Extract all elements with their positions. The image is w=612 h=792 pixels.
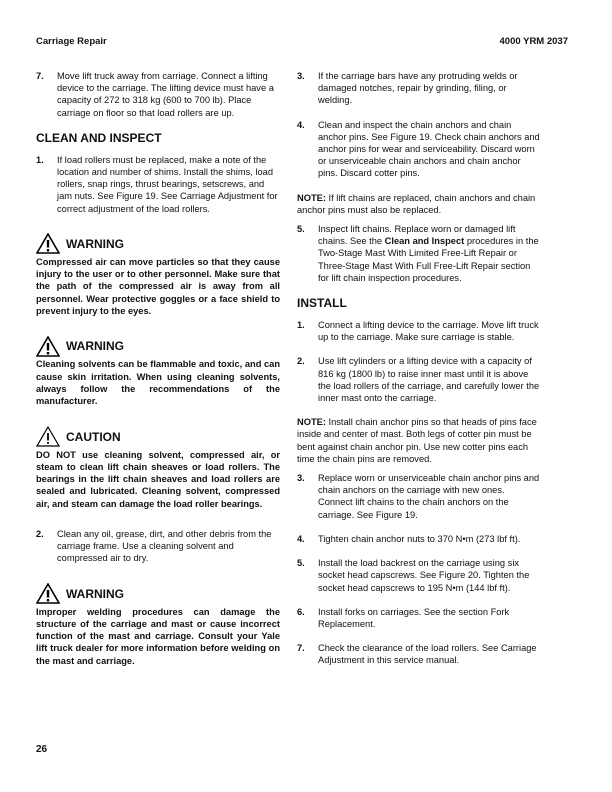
step-text: Move lift truck away from carriage. Connect a lifting device to the carriage. The lifting device must have a capacity of 272 to 318 kg (600 to 700 lb). Place carriage on floor so that load rollers are up. [57,71,274,118]
step-text: Install forks on carriages. See the section Fork Replacement. [318,606,510,629]
warning-title: WARNING [66,339,124,354]
caution-lift-chain-sheaves [36,426,280,510]
step-text: Connect a lifting device to the carriage. Move lift truck up to the carriage. Make sure carriage is stable. [318,320,539,343]
step-text-bold: Clean and Inspect [384,236,465,247]
header-section-title: Carriage Repair [36,36,107,47]
warning-title: WARNING [66,586,124,601]
step-text-post: procedures in the Two-Stage Mast With Limited Free-Lift Repair or Three-Stage Mast With Full Free-Lift Repair section for lift chain inspection procedures. [318,236,539,283]
step-text: If the carriage bars have any protruding welds or damaged notches, repair by grinding, filing, or welding. [318,71,518,106]
header-manual-number: 4000 YRM 2037 [499,36,568,47]
step-text: Clean and inspect the chain anchors and chain anchor pins. See Figure 19. Check chain anchors and anchor pins for wear and serviceability. Discard worn or unserviceable chain anchors and chain anchor pins. Discard cotter pins. [318,119,540,179]
step-text: Check the clearance of the load rollers. See Carriage Adjustment in this service manual. [318,643,537,666]
note-label: NOTE: [297,417,326,428]
clean-step-2 [36,528,280,565]
note-text: If lift chains are replaced, chain anchors and chain anchor pins must also be replaced. [297,192,536,215]
step-number: 4. [297,119,305,130]
step-number: 1. [36,154,44,165]
step-text: Clean any oil, grease, dirt, and other debris from the carriage frame. Use a cleaning solvent and compressed air to dry. [57,528,272,564]
step-number: 7. [36,71,44,81]
caution-triangle-icon [36,426,60,447]
warning-text: Improper welding procedures can damage the structure of the carriage and mast or cause incorrect function of the mast and carriage. Consult your Yale lift truck dealer for more information before welding on the mast and carriage. [36,606,280,666]
step-7 [36,70,280,119]
step-number: 5. [297,224,305,235]
warning-text: Cleaning solvents can be flammable and toxic, and can cause skin irritation. When using cleaning solvents, always follow the recommendations of the manufacturer. [36,359,280,407]
warning-welding [36,583,280,667]
section-heading-install: INSTALL [297,296,347,311]
step-number: 7. [297,643,305,654]
step-number: 1. [297,320,305,331]
install-step-7 [297,642,541,666]
warning-title: WARNING [66,236,124,251]
step-number: 2. [36,528,44,539]
caution-title: CAUTION [66,429,121,444]
step-text: If load rollers must be replaced, make a note of the location and number of shims. Install the shims, load rollers, snap rings, thrust bearings, setscrews, and jam nuts. See Figure 19. See Carriage Adjustment for correct adjustment of the load rollers. [57,154,278,214]
clean-step-3 [297,70,541,107]
note-text: Install chain anchor pins so that heads of pins face inside and center of mast. Both legs of cotter pin must be bent against chain anchor pin. Use new cotter pins each time the chain pins are removed. [297,417,537,464]
install-step-2 [297,355,541,404]
page-number: 26 [36,744,48,755]
warning-triangle-icon [36,233,60,254]
install-step-6 [297,606,541,630]
section-heading-clean-and-inspect: CLEAN AND INSPECT [36,130,162,145]
install-step-4 [297,533,541,545]
install-step-5 [297,557,541,594]
right-column [297,70,541,679]
caution-text: DO NOT use cleaning solvent, compressed air, or steam to clean lift chain sheaves or load rollers. The bearings in the lift chain sheaves and load rollers are sealed and lubricated. Cleaning solvent, compressed air, and steam can damage the load roller bearings. [36,449,280,509]
note-lift-chains [297,192,541,216]
clean-step-1 [36,154,280,215]
install-step-3 [297,472,541,521]
step-text: Tighten chain anchor nuts to 370 N•m (273 lbf ft). [318,533,521,544]
left-column [36,70,280,685]
install-step-1 [297,319,541,343]
note-label: NOTE: [297,192,326,203]
warning-text: Compressed air can move particles so that they cause injury to the user or to other personnel. Make sure that the path of the compressed air is away from all personnel. Wear protective goggles or a face shield to prevent injury to the eyes. [36,256,280,317]
step-text: Install the load backrest on the carriage using six socket head capscrews. See Figure 20. Tighten the socket head capscrews to 195 N•m (144 lbf ft). [318,558,530,593]
warning-triangle-icon [36,336,60,357]
step-number: 2. [297,356,305,367]
note-chain-anchor-pins [297,416,541,465]
step-number: 3. [297,71,305,81]
step-text: Use lift cylinders or a lifting device with a capacity of 816 kg (1800 lb) to raise inner mast until it is above the load rollers of the carriage, and carefully lower the inner mast onto the carriage. [318,356,540,404]
warning-triangle-icon [36,583,60,604]
step-text: Replace worn or unserviceable chain anchor pins and chain anchors on the carriage with new ones. Connect lift chains to the chain anchors on the carriage. See Figure 19. [318,473,540,520]
step-number: 4. [297,533,305,544]
step-number: 6. [297,606,305,617]
clean-step-4 [297,119,541,180]
warning-compressed-air [36,233,280,317]
step-number: 3. [297,473,305,484]
warning-cleaning-solvents [36,335,280,407]
clean-step-5 [297,223,541,284]
step-number: 5. [297,558,305,569]
step-text-pre: Inspect lift chains. Replace worn or damaged lift chains. See the [318,224,516,247]
